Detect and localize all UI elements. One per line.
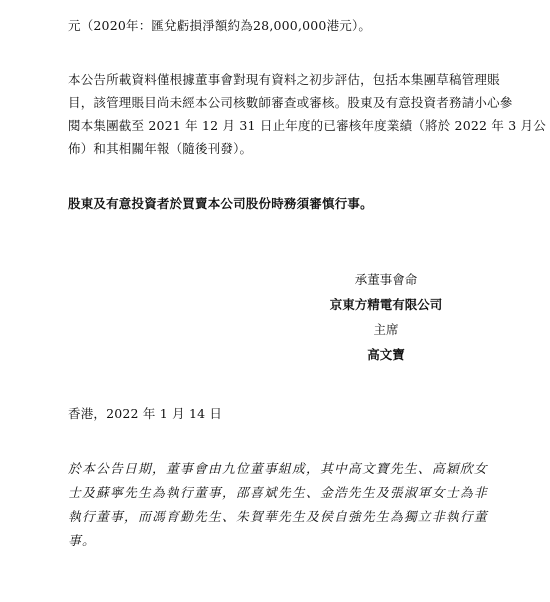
place-date: 香港，2022 年 1 月 14 日 (68, 406, 223, 421)
board-note-line: 於本公告日期，董事會由九位董事組成，其中高文寶先生、高穎欣女 (68, 462, 488, 477)
investor-warning: 股東及有意投資者於買賣本公司股份時務須審慎行事。 (68, 196, 373, 211)
board-note-line: 事。 (68, 534, 96, 549)
signature-name: 高文寶 (367, 347, 405, 362)
paragraph-line: 目，該管理賬目尚未經本公司核數師審查或審核。股東及有意投資者務請小心參 (68, 95, 513, 110)
signature-company: 京東方精電有限公司 (329, 297, 443, 312)
paragraph-line: 閱本集團截至 2021 年 12 月 31 日止年度的已審核年度業績（將於 2022 年 3 月公 (68, 118, 546, 133)
signature-role: 主席 (373, 322, 399, 337)
board-note-line: 士及蘇寧先生為執行董事，邵喜斌先生、金浩先生及張淑軍女士為非 (68, 486, 488, 501)
signature-order: 承董事會命 (354, 272, 418, 287)
board-note-line: 執行董事，而馮育勤先生、朱賀華先生及侯自強先生為獨立非執行董 (68, 510, 488, 525)
financial-note-line: 元（2020年：匯兌虧損淨額約為28,000,000港元）。 (68, 18, 372, 33)
paragraph-line: 佈）和其相關年報（隨後刊發）。 (68, 141, 253, 156)
paragraph-line: 本公告所載資料僅根據董事會對現有資料之初步評估，包括本集團草稿管理賬 (68, 72, 500, 87)
